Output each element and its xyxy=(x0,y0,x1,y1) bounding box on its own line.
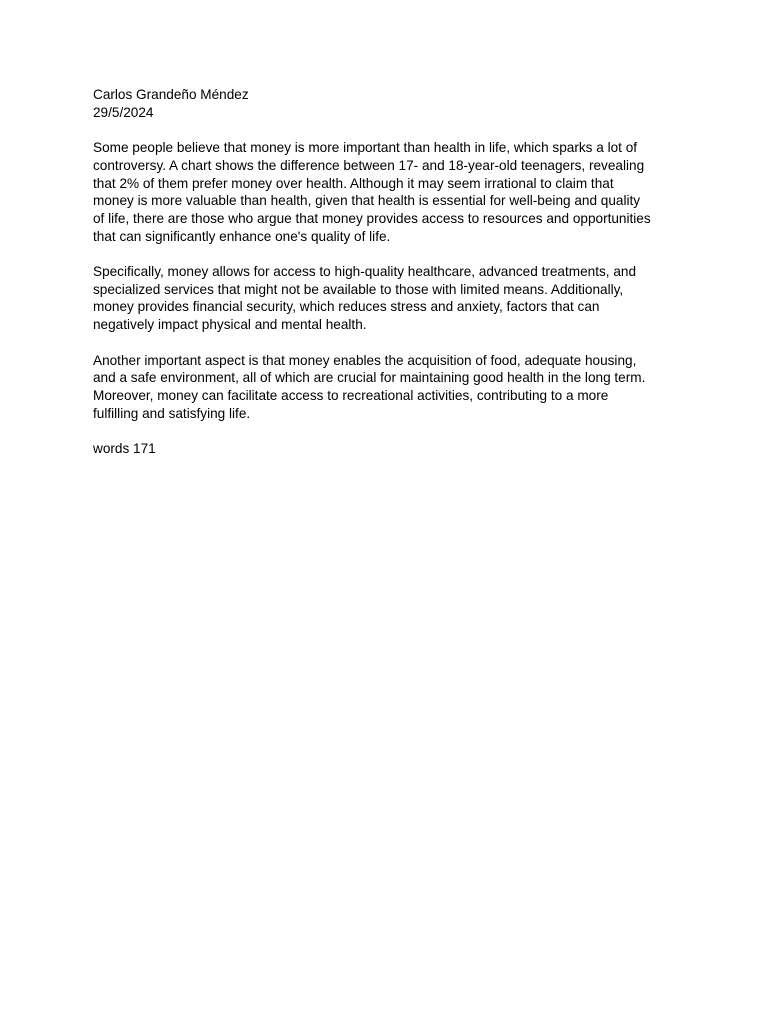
paragraph-line: Another important aspect is that money enables the acquisition of food, adequate housing, xyxy=(93,352,637,368)
paragraph-line: Specifically, money allows for access to high-quality healthcare, advanced treatments, and xyxy=(93,264,637,279)
author-name: Carlos Grandeño Méndez xyxy=(93,87,249,102)
paragraph-line: Moreover, money can facilitate access to recreational activities, contributing to a more xyxy=(93,387,609,403)
paragraph-line: and a safe environment, all of which are crucial for maintaining good health in the long term. xyxy=(93,370,646,386)
paragraph-line: that 2% of them prefer money over health. Although it may seem irrational to claim that xyxy=(93,175,614,191)
paragraph-3 xyxy=(93,352,693,423)
document-date: 29/5/2024 xyxy=(93,104,154,120)
paragraph-line: that can significantly enhance one's quality of life. xyxy=(93,228,391,244)
paragraph-line: Some people believe that money is more important than health in life, which sparks a lot of xyxy=(93,140,638,156)
document-body xyxy=(93,86,693,458)
paragraph-line: money provides financial security, which reduces stress and anxiety, factors that can xyxy=(93,299,600,315)
paragraph-line: controversy. A chart shows the difference between 17- and 18-year-old teenagers, revealing xyxy=(93,157,645,173)
paragraph-2 xyxy=(93,263,693,334)
paragraph-line: money is more valuable than health, given that health is essential for well-being and quality xyxy=(93,193,641,209)
paragraph-line: specialized services that might not be available to those with limited means. Additionally, xyxy=(93,281,624,297)
word-count: words 171 xyxy=(93,441,156,456)
paragraph-line: negatively impact physical and mental health. xyxy=(93,317,367,333)
paragraph-line: of life, there are those who argue that money provides access to resources and opportunities xyxy=(93,210,651,226)
paragraph-1 xyxy=(93,139,693,245)
paragraph-line: fulfilling and satisfying life. xyxy=(93,405,251,421)
